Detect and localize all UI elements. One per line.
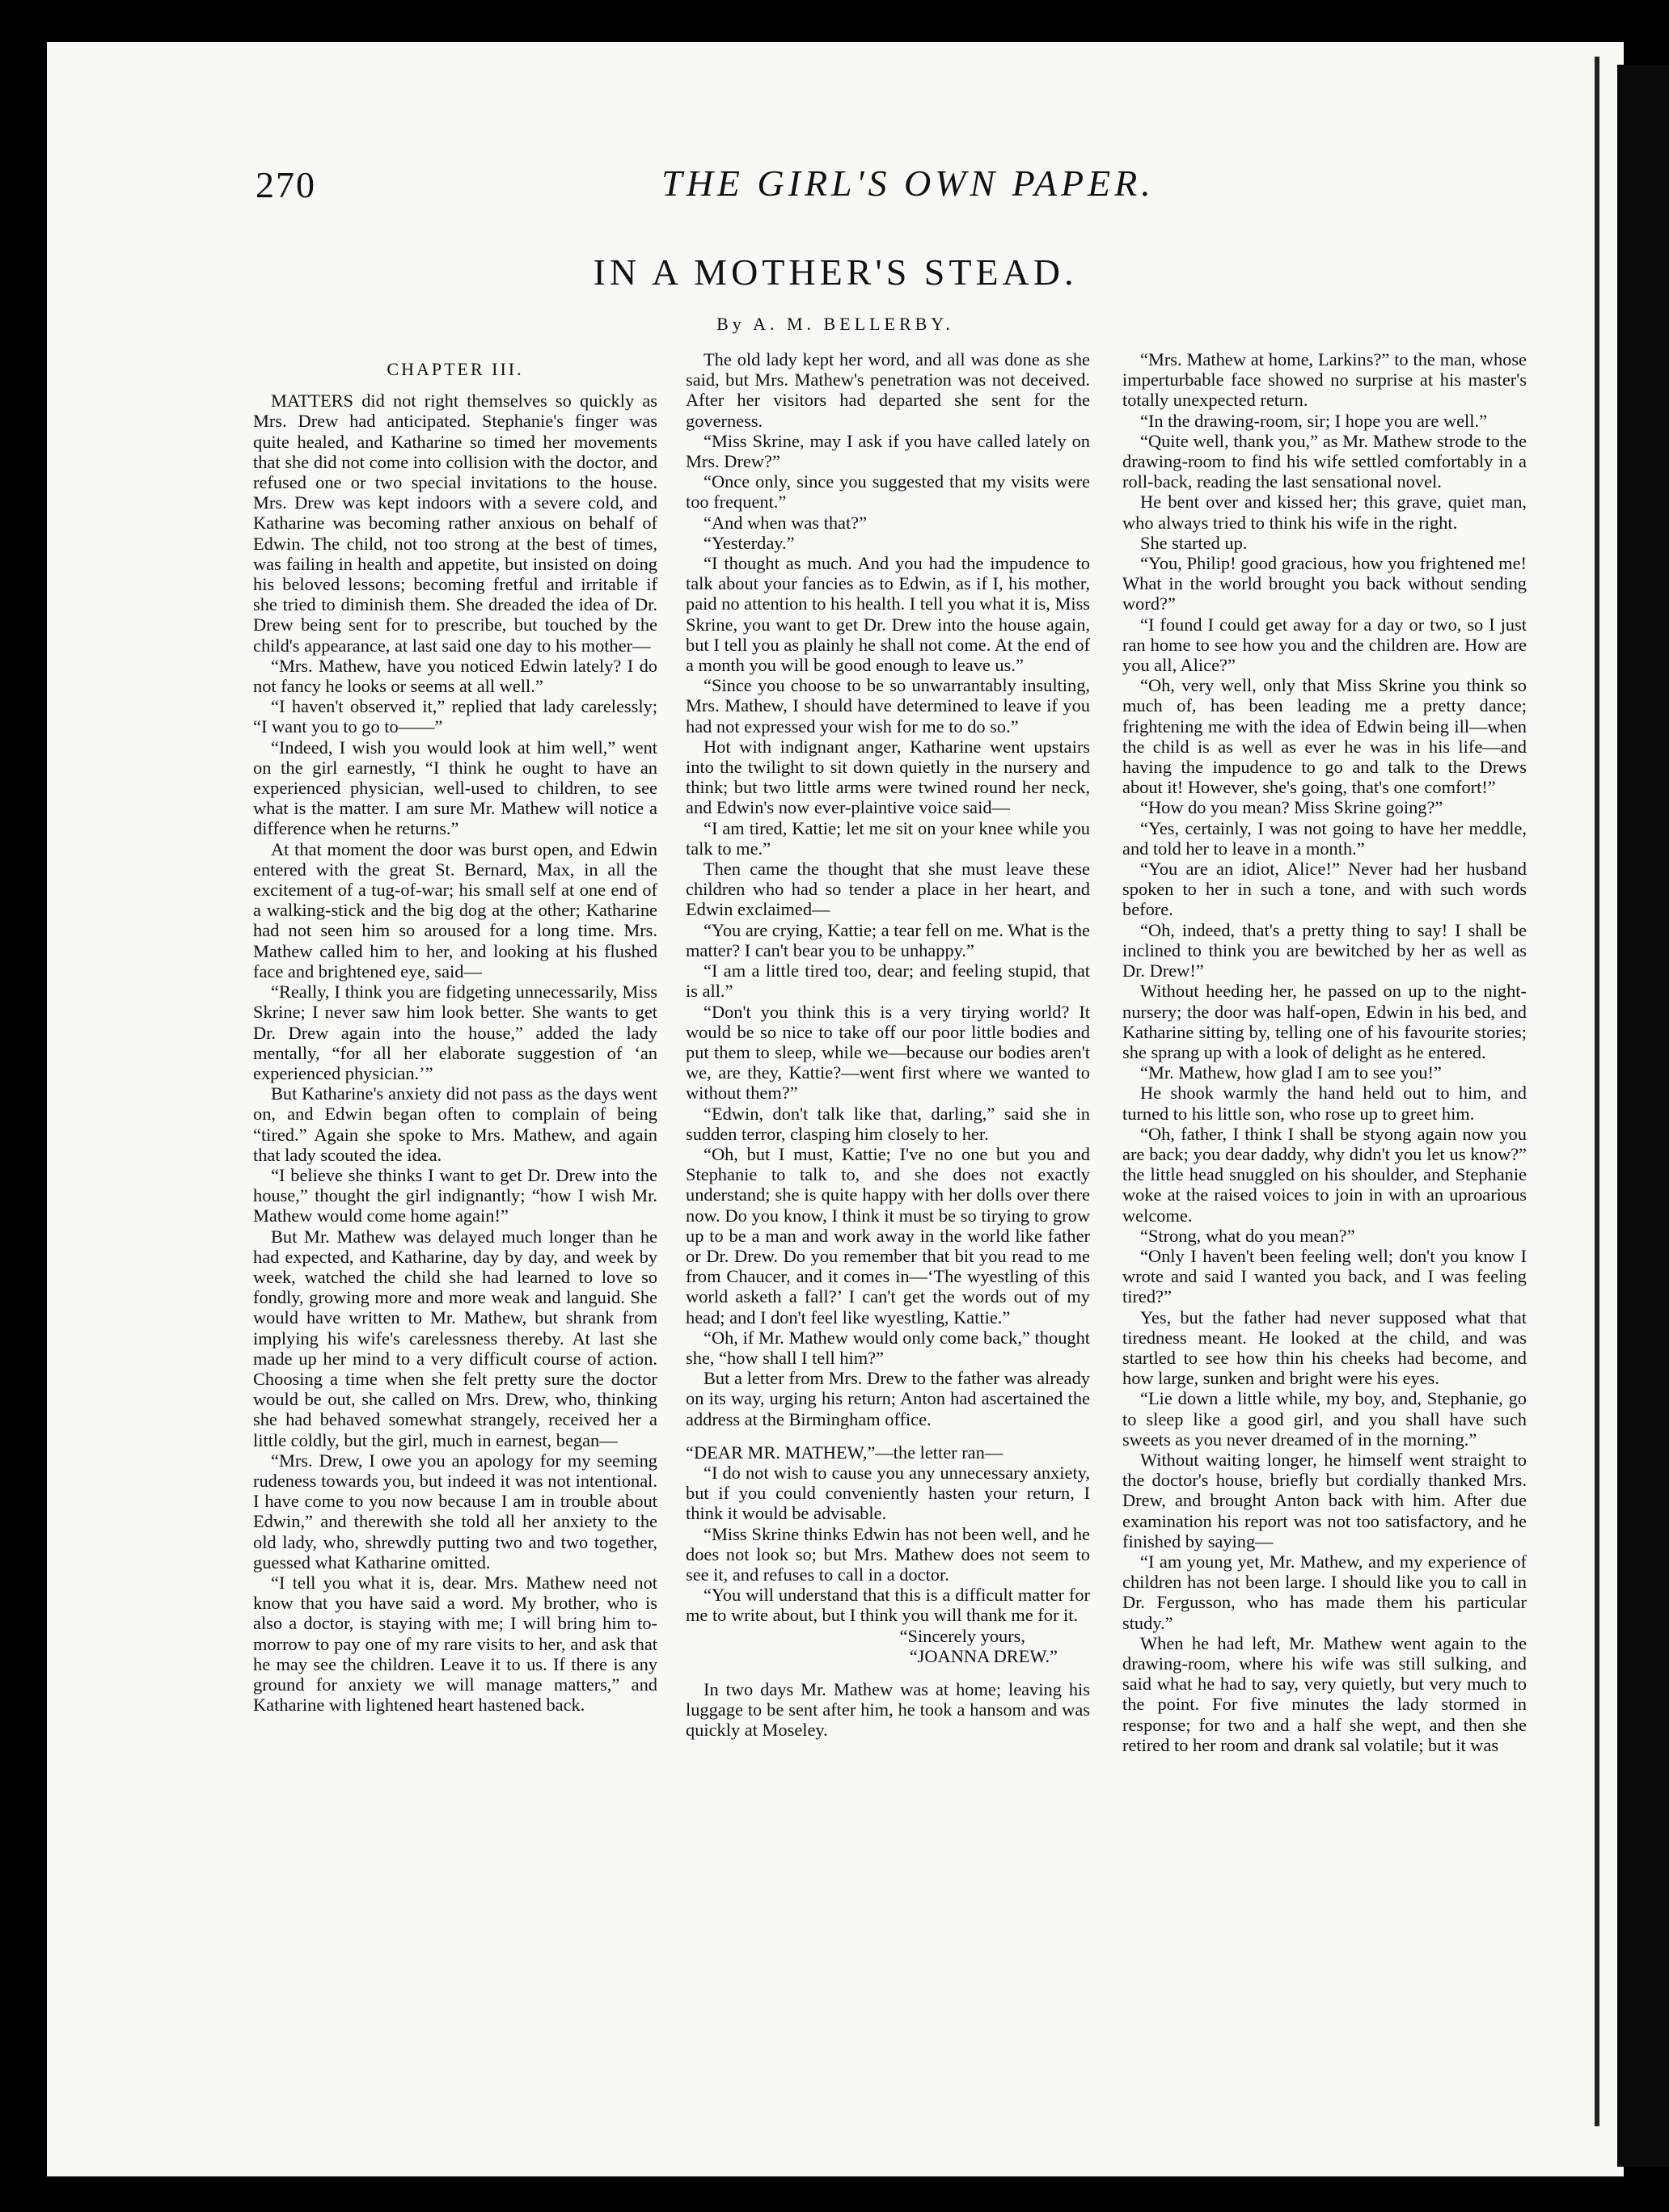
- book-spine: [1617, 65, 1669, 2167]
- paragraph: MATTERS did not right themselves so quickly as Mrs. Drew had anticipated. Stephanie's finger was quite healed, and Katharine so timed her movements that she did not come into collision with the doctor, and refused one or two special invitations to the house. Mrs. Drew was kept indoors with a severe cold, and Katharine was becoming rather anxious on behalf of Edwin. The child, not too strong at the best of times, was failing in health and appetite, but insisted on doing his beloved lessons; becoming fretful and irritable if she tried to diminish them. She dreaded the idea of Dr. Drew being sent for to prescribe, but touched by the child's appearance, at last said one day to his mother—: [253, 390, 657, 656]
- paragraph: “Mr. Mathew, how glad I am to see you!”: [1140, 1062, 1442, 1083]
- paragraph: “Quite well, thank you,” as Mr. Mathew strode to the drawing-room to find his wife settled comfortably in a roll-back, reading the last sensational novel.: [1122, 430, 1527, 492]
- paragraph: “In the drawing-room, sir; I hope you are well.”: [1140, 410, 1488, 431]
- paragraph: But a letter from Mrs. Drew to the father was already on its way, urging his return; Anton had ascertained the address at the Birmingham office.: [686, 1368, 1090, 1429]
- paragraph: “You will understand that this is a difficult matter for me to write about, but I think you will thank me for it.: [686, 1585, 1090, 1626]
- article-byline: By A. M. BELLERBY.: [716, 314, 954, 334]
- paragraph: “Mrs. Drew, I owe you an apology for my seeming rudeness towards you, but indeed it was not intentional. I have come to you now because I am in trouble about Edwin,” and therewith she told all her anxiety to the old lady, who, shrewdly putting two and two together, guessed what Katharine omitted.: [253, 1450, 657, 1572]
- paragraph: “Oh, if Mr. Mathew would only come back,” thought she, “how shall I tell him?”: [686, 1327, 1090, 1368]
- paragraph: “I do not wish to cause you any unnecessary anxiety, but if you could conveniently hasten your return, I think it would be advisable.: [686, 1462, 1090, 1524]
- paragraph: “I thought as much. And you had the impudence to talk about your fancies as to Edwin, as if I, his mother, paid no attention to his health. I tell you what it is, Miss Skrine, you want to get Dr. Drew into the house again, but I tell you as plainly he shall not come. At the end of a month you will be good enough to leave us.”: [686, 553, 1091, 676]
- paragraph: “Oh, very well, only that Miss Skrine you think so much of, has been leading me a pretty dance; frightening me with the idea of Edwin being ill—when the child is as well as ever he was in his life—and having the impudence to go and talk to the Drews about it! However, she's going, that's one comfort!”: [1122, 675, 1527, 798]
- paragraph: When he had left, Mr. Mathew went again to the drawing-room, where his wife was still sulking, and said what he had to say, very quietly, but very much to the point. For five minutes the lady stormed in response; for two and a half she wept, and then she retired to her room and drank sal volatile; but it was: [1122, 1632, 1527, 1755]
- text-column-2: [686, 349, 1090, 1741]
- paragraph: “Yes, certainly, I was not going to have her meddle, and told her to leave in a month.”: [1122, 817, 1527, 859]
- paragraph: “Once only, since you suggested that my visits were too frequent.”: [686, 471, 1090, 513]
- paragraph: At that moment the door was burst open, and Edwin entered with the great St. Bernard, Max, in all the excitement of a tug-of-war; his small self at one end of a walking-stick and the big dog at the other; Katharine had not seen him so aroused for a long time. Mrs. Mathew called him to her, and looking at his flushed face and brightened eye, said—: [253, 838, 657, 981]
- text-column-3: [1122, 349, 1527, 1755]
- letter-signature: “JOANNA DREW.”: [909, 1645, 1058, 1666]
- paragraph: “I am young yet, Mr. Mathew, and my experience of children has not been large. I should like you to call in Dr. Fergusson, who has made them his particular study.”: [1122, 1551, 1527, 1633]
- column-1-body: [253, 390, 657, 1715]
- paragraph: “Mrs. Mathew at home, Larkins?” to the man, whose imperturbable face showed no surprise at his master's totally unexpected return.: [1122, 349, 1527, 411]
- paragraph: “Edwin, don't talk like that, darling,” said she in sudden terror, clasping him closely to her.: [686, 1103, 1090, 1144]
- paragraph: “Oh, but I must, Kattie; I've no one but you and Stephanie to talk to, and she does not exactly understand; she is quite happy with her dolls over there now. Do you know, I think it must be so tirying to grow up to be a man and work away in the world like father or Dr. Drew. Do you remember that bit you read to me from Chaucer, and it comes in—‘The wyestling of this world asketh a fall?’ I can't get the words out of my head; and I don't feel like wyestling, Kattie.”: [686, 1143, 1090, 1328]
- letter-salutation: “DEAR MR. MATHEW,”: [686, 1442, 876, 1463]
- paragraph: “You, Philip! good gracious, how you frightened me! What in the world brought you back without sending word?”: [1122, 553, 1527, 614]
- paragraph: He bent over and kissed her; this grave, quiet man, who always tried to think his wife in the right.: [1122, 492, 1527, 533]
- paragraph: “You are an idiot, Alice!” Never had her husband spoken to her in such a tone, and with such words before.: [1122, 859, 1527, 920]
- paragraph: “Mrs. Mathew, have you noticed Edwin lately? I do not fancy he looks or seems at all well.”: [253, 655, 657, 697]
- paragraph: “I tell you what it is, dear. Mrs. Mathew need not know that you have said a word. My brother, who is also a doctor, is staying with me; I will bring him to-morrow to pay one of my rare visits to her, and ask that he may see the children. Leave it to us. If there is any ground for anxiety we will manage matters,” and Katharine with lightened heart hastened back.: [253, 1572, 657, 1716]
- paragraph: “Since you choose to be so unwarrantably insulting, Mrs. Mathew, I should have determined to leave if you had not expressed your wish for me to do so.”: [686, 675, 1090, 737]
- paragraph: Then came the thought that she must leave these children who had so tender a place in her heart, and Edwin exclaimed—: [686, 859, 1090, 920]
- letter-salutation-tail: —the letter ran—: [875, 1442, 1004, 1463]
- paragraph: “I haven't observed it,” replied that lady carelessly; “I want you to go to——”: [253, 696, 657, 737]
- paragraph: “How do you mean? Miss Skrine going?”: [1140, 797, 1443, 818]
- after-letter-paragraph: In two days Mr. Mathew was at home; leaving his luggage to be sent after him, he took a hansom and was quickly at Moseley.: [686, 1679, 1090, 1741]
- magazine-page: [47, 42, 1624, 2176]
- paragraph: “Lie down a little while, my boy, and, Stephanie, go to sleep like a good girl, and you shall have such sweets as you never dreamed of in the morning.”: [1122, 1388, 1527, 1450]
- paragraph: Without waiting longer, he himself went straight to the doctor's house, briefly but cordially thanked Mrs. Drew, and brought Anton back with him. After due examination his report was not too satisfactory, and he finished by saying—: [1122, 1449, 1527, 1551]
- paragraph: “Miss Skrine, may I ask if you have called lately on Mrs. Drew?”: [686, 430, 1090, 472]
- paragraph: Hot with indignant anger, Katharine went upstairs into the twilight to sit down quietly in the nursery and think; but two little arms were twined round her neck, and Edwin's now ever-plaintive voice said—: [686, 736, 1090, 818]
- paragraph: She started up.: [1140, 532, 1248, 553]
- letter-body: [686, 1463, 1090, 1626]
- paragraph: “I am a little tired too, dear; and feeling stupid, that is all.”: [686, 960, 1090, 1002]
- paragraph: But Katharine's anxiety did not pass as the days went on, and Edwin began often to complain of being “tired.” Again she spoke to Mrs. Mathew, and again that lady scouted the idea.: [253, 1083, 657, 1165]
- paragraph: “I am tired, Kattie; let me sit on your knee while you talk to me.”: [686, 817, 1090, 859]
- paragraph: “Really, I think you are fidgeting unnecessarily, Miss Skrine; I never saw him look better. She wants to get Dr. Drew again into the house,” added the lady mentally, “for all her elaborate suggestion of ‘an experienced physician.’”: [253, 981, 657, 1083]
- paragraph: “Oh, father, I think I shall be styong again now you are back; you dear daddy, why didn't you let us know?” the little head snuggled on his shoulder, and Stephanie woke at the raised voices to join in with an uproarious welcome.: [1122, 1123, 1527, 1226]
- paragraph: “Only I haven't been feeling well; don't you know I wrote and said I wanted you back, and I was feeling tired?”: [1122, 1245, 1527, 1307]
- chapter-heading: CHAPTER III.: [387, 359, 524, 379]
- paragraph: “And when was that?”: [704, 512, 868, 533]
- running-head: THE GIRL'S OWN PAPER.: [661, 163, 1155, 204]
- paragraph: “You are crying, Kattie; a tear fell on me. What is the matter? I can't bear you to be unhappy.”: [686, 919, 1090, 960]
- paragraph: He shook warmly the hand held out to him, and turned to his little son, who rose up to greet him.: [1122, 1083, 1527, 1124]
- paragraph: “I found I could get away for a day or two, so I just ran home to see how you and the children are. How are you all, Alice?”: [1122, 614, 1527, 676]
- letter-closing: “Sincerely yours,: [899, 1625, 1025, 1646]
- paragraph: “Oh, indeed, that's a pretty thing to say! I shall be inclined to think you are bewitched by her as well as Dr. Drew!”: [1122, 919, 1527, 981]
- paragraph: But Mr. Mathew was delayed much longer than he had expected, and Katharine, day by day, and week by week, watched the child she had learned to love so fondly, growing more and more weak and languid. She would have written to Mr. Mathew, but shrank from implying his wife's carelessness thereby. At last she made up her mind to a very difficult course of action. Choosing a time when she felt pretty sure the doctor would be out, she called on Mrs. Drew, who, thinking she had behaved somewhat strangely, received her a little coldly, but the girl, much in earnest, began—: [253, 1226, 657, 1450]
- page-number: 270: [256, 164, 316, 205]
- paragraph: “Indeed, I wish you would look at him well,” went on the girl earnestly, “I think he ought to have an experienced physician, well-used to children, to see what is the matter. I am sure Mr. Mathew will notice a difference when he returns.”: [253, 737, 657, 839]
- page-edge: [1595, 57, 1599, 2126]
- letter-salutation-line: [686, 1442, 1090, 1463]
- paragraph: “Miss Skrine thinks Edwin has not been well, and he does not look so; but Mrs. Mathew does not seem to see it, and refuses to call in a doctor.: [686, 1523, 1090, 1585]
- paragraph: Without heeding her, he passed on up to the night-nursery; the door was half-open, Edwin in his bed, and Katharine sitting by, telling one of his favourite stories; she sprang up with a look of delight as he entered.: [1122, 981, 1527, 1062]
- article-title: IN A MOTHER'S STEAD.: [593, 251, 1078, 293]
- column-2-body: [686, 349, 1090, 1429]
- paragraph: The old lady kept her word, and all was done as she said, but Mrs. Mathew's penetration was not deceived. After her visitors had departed she sent for the governess.: [686, 349, 1090, 431]
- column-3-body: [1122, 349, 1527, 1755]
- paragraph: “Yesterday.”: [704, 532, 795, 553]
- paragraph: “I believe she thinks I want to get Dr. Drew into the house,” thought the girl indignantly; “how I wish Mr. Mathew would come home again!”: [253, 1164, 657, 1226]
- paragraph: Yes, but the father had never supposed what that tiredness meant. He looked at the child, and was startled to see how thin his cheeks had become, and how large, sunken and bright were his eyes.: [1122, 1307, 1527, 1389]
- text-column-1: [253, 349, 657, 1715]
- paragraph: “Don't you think this is a very tirying world? It would be so nice to take off our poor little bodies and put them to sleep, while we—because our bodies aren't we, are they, Kattie?—went first where we wanted to without them?”: [686, 1001, 1090, 1104]
- paragraph: “Strong, what do you mean?”: [1140, 1225, 1355, 1246]
